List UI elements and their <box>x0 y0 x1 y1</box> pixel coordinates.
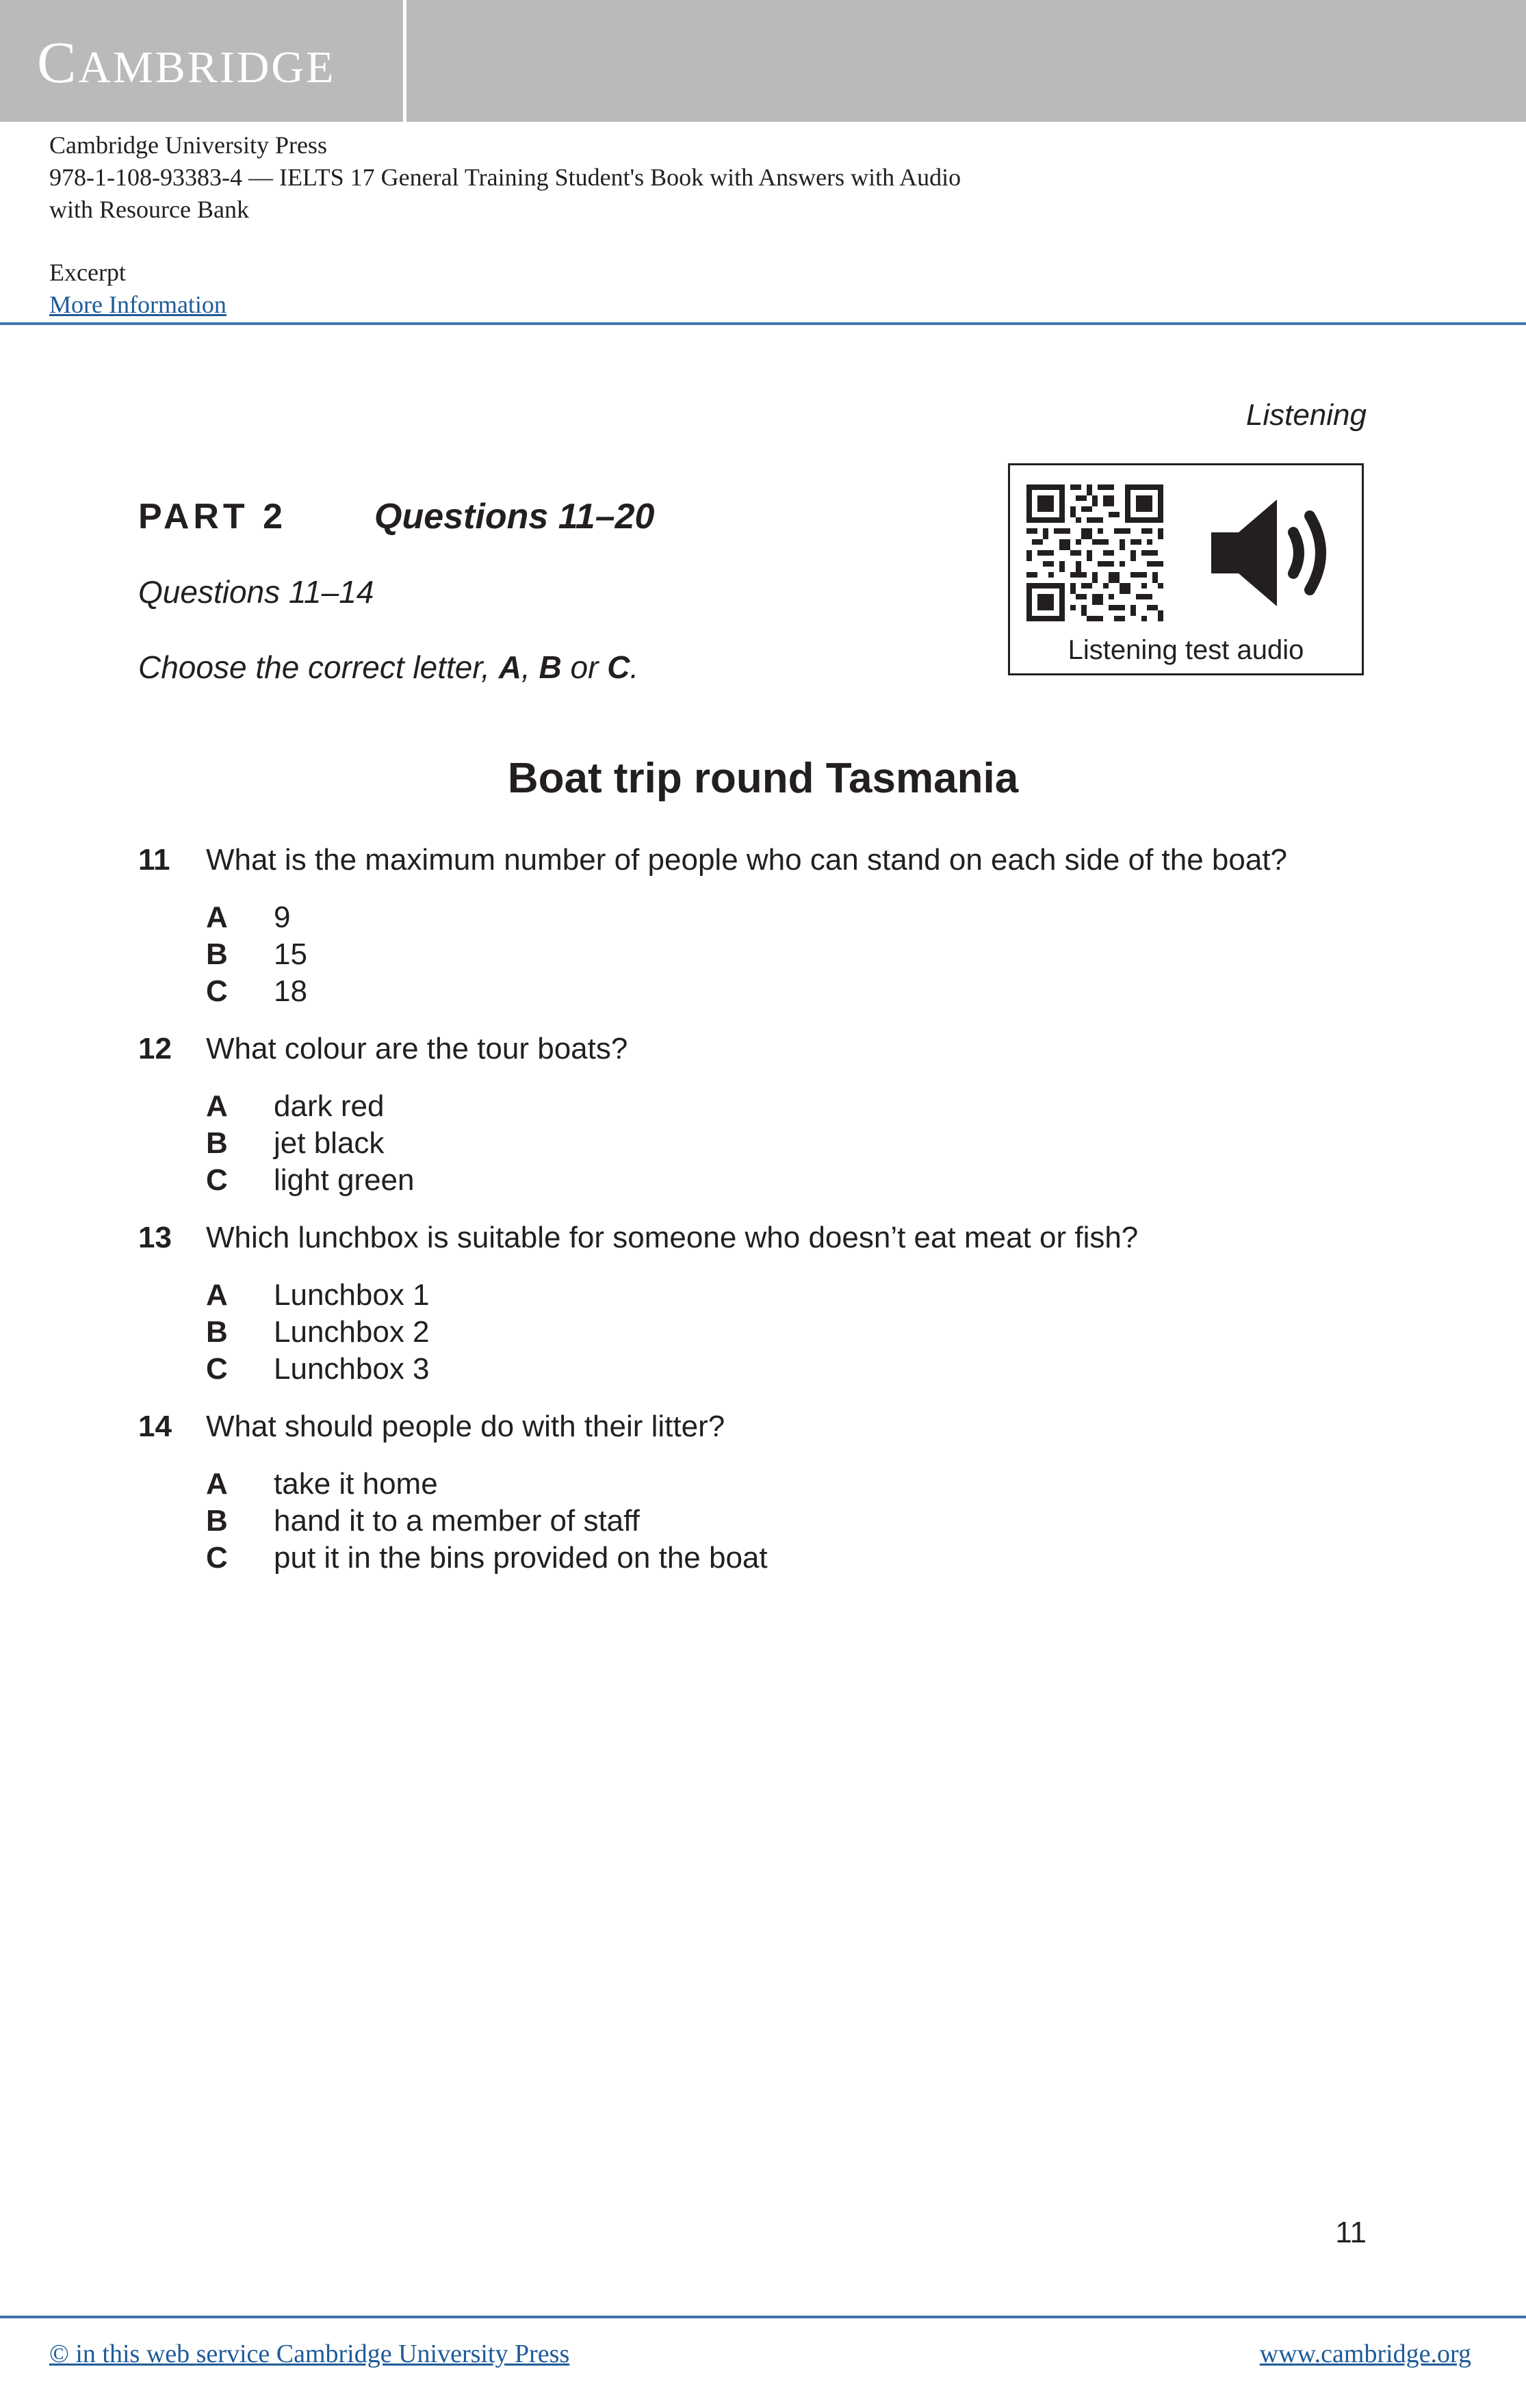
option-text: hand it to a member of staff <box>274 1504 640 1538</box>
website-link[interactable]: www.cambridge.org <box>1259 2340 1471 2368</box>
excerpt-label: Excerpt <box>49 259 126 286</box>
logo-text: CAMBRIDGE <box>37 29 336 95</box>
header-rule <box>0 322 1526 325</box>
page-number: 11 <box>1335 2216 1367 2249</box>
logo-divider <box>403 0 406 122</box>
part-label: PART 2 <box>138 497 287 536</box>
audio-link-box[interactable] <box>1008 463 1364 675</box>
section-label: Listening <box>1245 398 1367 432</box>
question-text: Which lunchbox is suitable for someone who doesn’t eat meat or fish? <box>206 1221 1139 1254</box>
question-number: 12 <box>138 1032 172 1065</box>
option-text: 9 <box>274 901 291 934</box>
option-text: put it in the bins provided on the boat <box>274 1541 768 1575</box>
option-letter: A <box>206 1467 228 1501</box>
option-letter: A <box>206 1089 228 1123</box>
question-text: What colour are the tour boats? <box>206 1032 628 1065</box>
page-title: Boat trip round Tasmania <box>507 755 1019 802</box>
instruction-text: Choose the correct letter, A, B or C. <box>138 649 639 685</box>
option-letter: B <box>206 937 228 971</box>
option-text: light green <box>274 1163 415 1197</box>
option-letter: C <box>206 1352 228 1386</box>
option-letter: B <box>206 1504 228 1538</box>
isbn-line: 978-1-108-93383-4 — IELTS 17 General Training Student's Book with Answers with Audio <box>49 164 961 191</box>
question-text: What should people do with their litter? <box>206 1410 725 1443</box>
option-text: Lunchbox 2 <box>274 1315 430 1349</box>
option-text: Lunchbox 3 <box>274 1352 430 1386</box>
option-text: 15 <box>274 937 307 971</box>
question-number: 14 <box>138 1410 172 1443</box>
questions-subheading: Questions 11–14 <box>138 574 374 610</box>
question-number: 11 <box>138 843 170 877</box>
option-text: Lunchbox 1 <box>274 1278 430 1312</box>
footer-rule <box>0 2316 1526 2318</box>
question-text: What is the maximum number of people who can stand on each side of the boat? <box>206 843 1288 877</box>
publisher-name: Cambridge University Press <box>49 131 327 159</box>
option-text: jet black <box>274 1126 385 1160</box>
copyright-link[interactable]: © in this web service Cambridge University Press <box>49 2340 570 2368</box>
option-letter: C <box>206 1541 228 1575</box>
option-text: dark red <box>274 1089 385 1123</box>
option-letter: B <box>206 1315 228 1349</box>
qr-code-icon[interactable] <box>1026 484 1163 621</box>
option-letter: C <box>206 1163 228 1197</box>
option-letter: A <box>206 1278 228 1312</box>
option-text: take it home <box>274 1467 438 1501</box>
more-information-link[interactable]: More Information <box>49 291 227 318</box>
cambridge-logo[interactable] <box>0 0 403 122</box>
option-text: 18 <box>274 974 307 1008</box>
part-questions-range: Questions 11–20 <box>374 497 655 536</box>
audio-caption: Listening test audio <box>1068 635 1304 665</box>
header-band <box>0 0 1526 122</box>
question-number: 13 <box>138 1221 172 1254</box>
speaker-icon[interactable] <box>1206 491 1343 614</box>
option-letter: C <box>206 974 228 1008</box>
part-heading <box>138 496 655 537</box>
book-title-continued: with Resource Bank <box>49 196 249 223</box>
option-letter: B <box>206 1126 228 1160</box>
option-letter: A <box>206 901 228 934</box>
